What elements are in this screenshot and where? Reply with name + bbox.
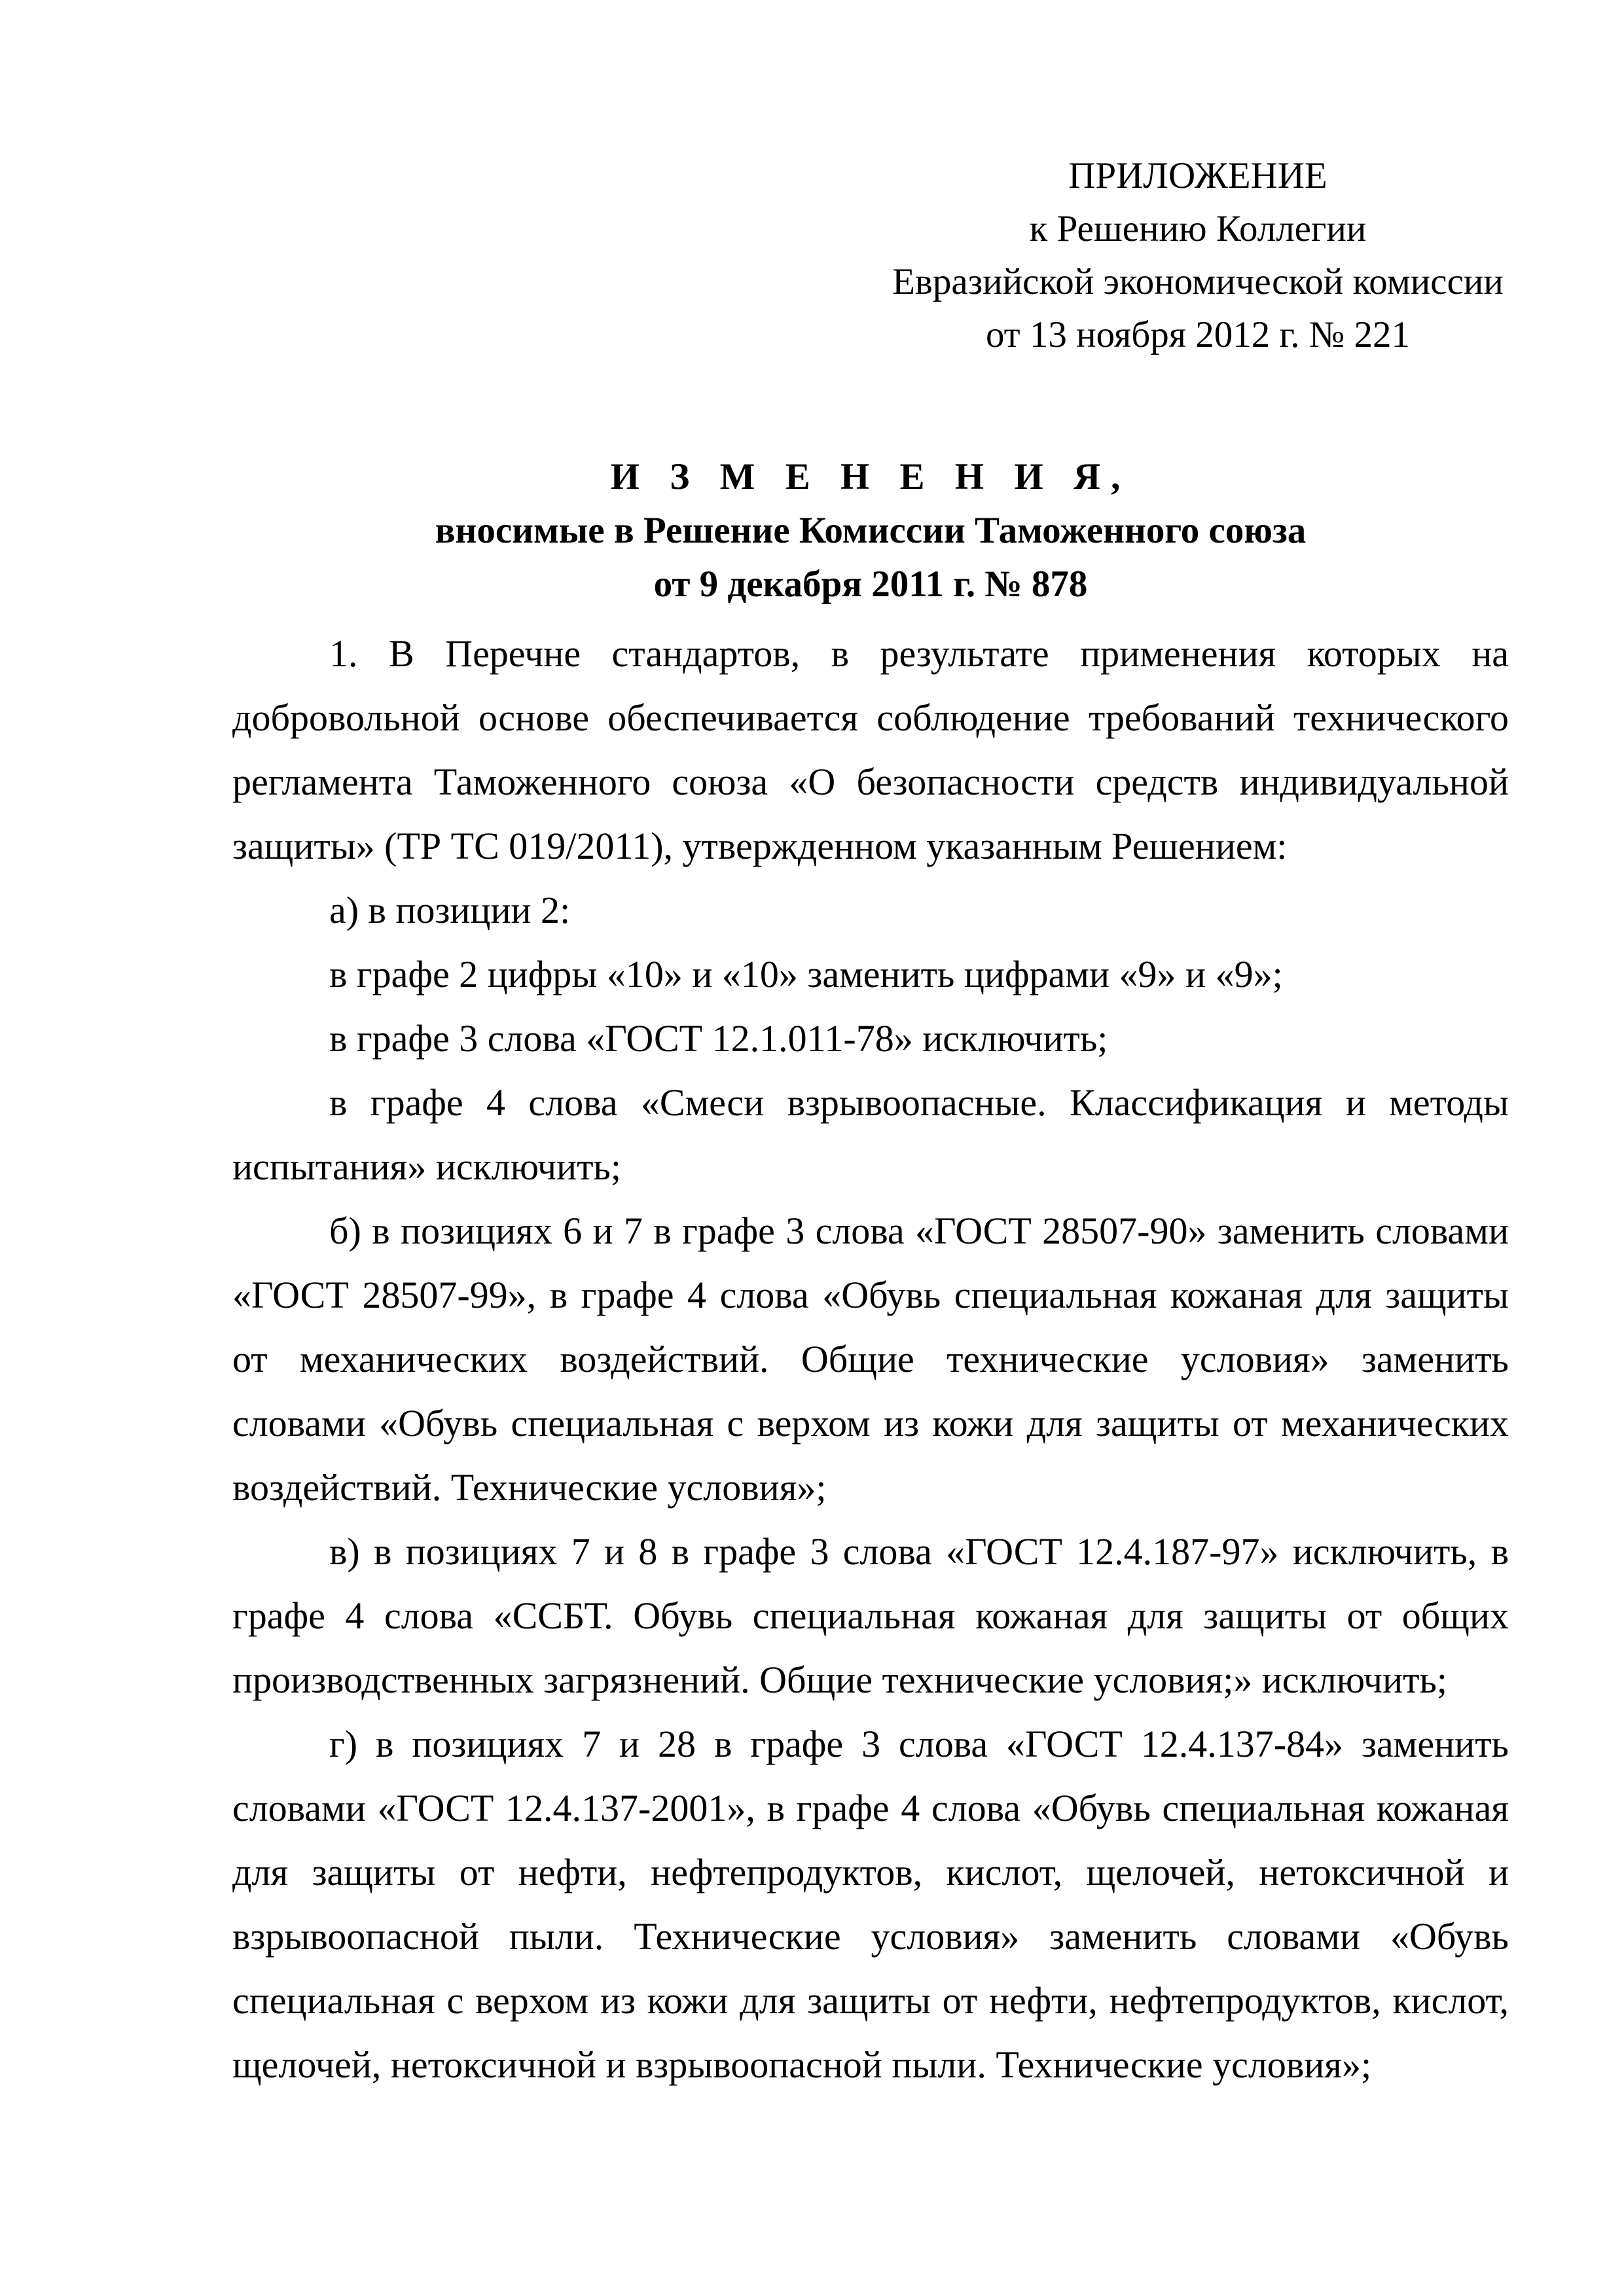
paragraph-3: в графе 2 цифры «10» и «10» заменить цифрами «9» и «9»; bbox=[329, 953, 1283, 996]
title-date: от 9 декабря 2011 г. № 878 bbox=[653, 564, 1088, 605]
paragraph-1: 1. В Перечне стандартов, в результате применения которых на добровольной основе обеспечивается соблюдение требований технического регламента Таможенного союза «О безопасности средств индивидуальной защиты» (ТР ТС 019/2011), утвержденном указанным Решением: bbox=[232, 632, 1509, 867]
annex-reference: к Решению Коллегии bbox=[1029, 208, 1367, 249]
annex-commission: Евразийской экономической комиссии bbox=[892, 261, 1504, 302]
paragraph-4: в графе 3 слова «ГОСТ 12.1.011-78» исключить; bbox=[329, 1017, 1108, 1060]
paragraph-5: в графе 4 слова «Смеси взрывоопасные. Классификация и методы испытания» исключить; bbox=[232, 1081, 1509, 1188]
annex-label: ПРИЛОЖЕНИЕ bbox=[1068, 155, 1327, 196]
document-body bbox=[232, 622, 1509, 2097]
annex-block bbox=[857, 149, 1538, 361]
paragraph-8: г) в позициях 7 и 28 в графе 3 слова «ГОСТ 12.4.137-84» заменить словами «ГОСТ 12.4.137-2001», в графе 4 слова «Обувь специальная кожаная для защиты от нефти, нефтепродуктов, кислот, щелочей, нетоксичной и взрывоопасной пыли. Технические условия» заменить словами «Обувь специальная с верхом из кожи для защиты от нефти, нефтепродуктов, кислот, щелочей, нетоксичной и взрывоопасной пыли. Технические условия»; bbox=[232, 1723, 1509, 2086]
title-subheading: вносимые в Решение Комиссии Таможенного союза bbox=[435, 510, 1307, 551]
document-title bbox=[232, 450, 1509, 611]
paragraph-2: а) в позиции 2: bbox=[329, 889, 571, 931]
paragraph-7: в) в позициях 7 и 8 в графе 3 слова «ГОСТ 12.4.187-97» исключить, в графе 4 слова «ССБТ. Обувь специальная кожаная для защиты от общих производственных загрязнений. Общие технические условия;» исключить; bbox=[232, 1530, 1509, 1701]
paragraph-6: б) в позициях 6 и 7 в графе 3 слова «ГОСТ 28507-90» заменить словами «ГОСТ 28507-99», в графе 4 слова «Обувь специальная кожаная для защиты от механических воздействий. Общие технические условия» заменить словами «Обувь специальная с верхом из кожи для защиты от механических воздействий. Технические условия»; bbox=[232, 1210, 1509, 1509]
annex-date: от 13 ноября 2012 г. № 221 bbox=[985, 314, 1411, 355]
title-heading: И З М Е Н Е Н И Я, bbox=[610, 456, 1131, 497]
